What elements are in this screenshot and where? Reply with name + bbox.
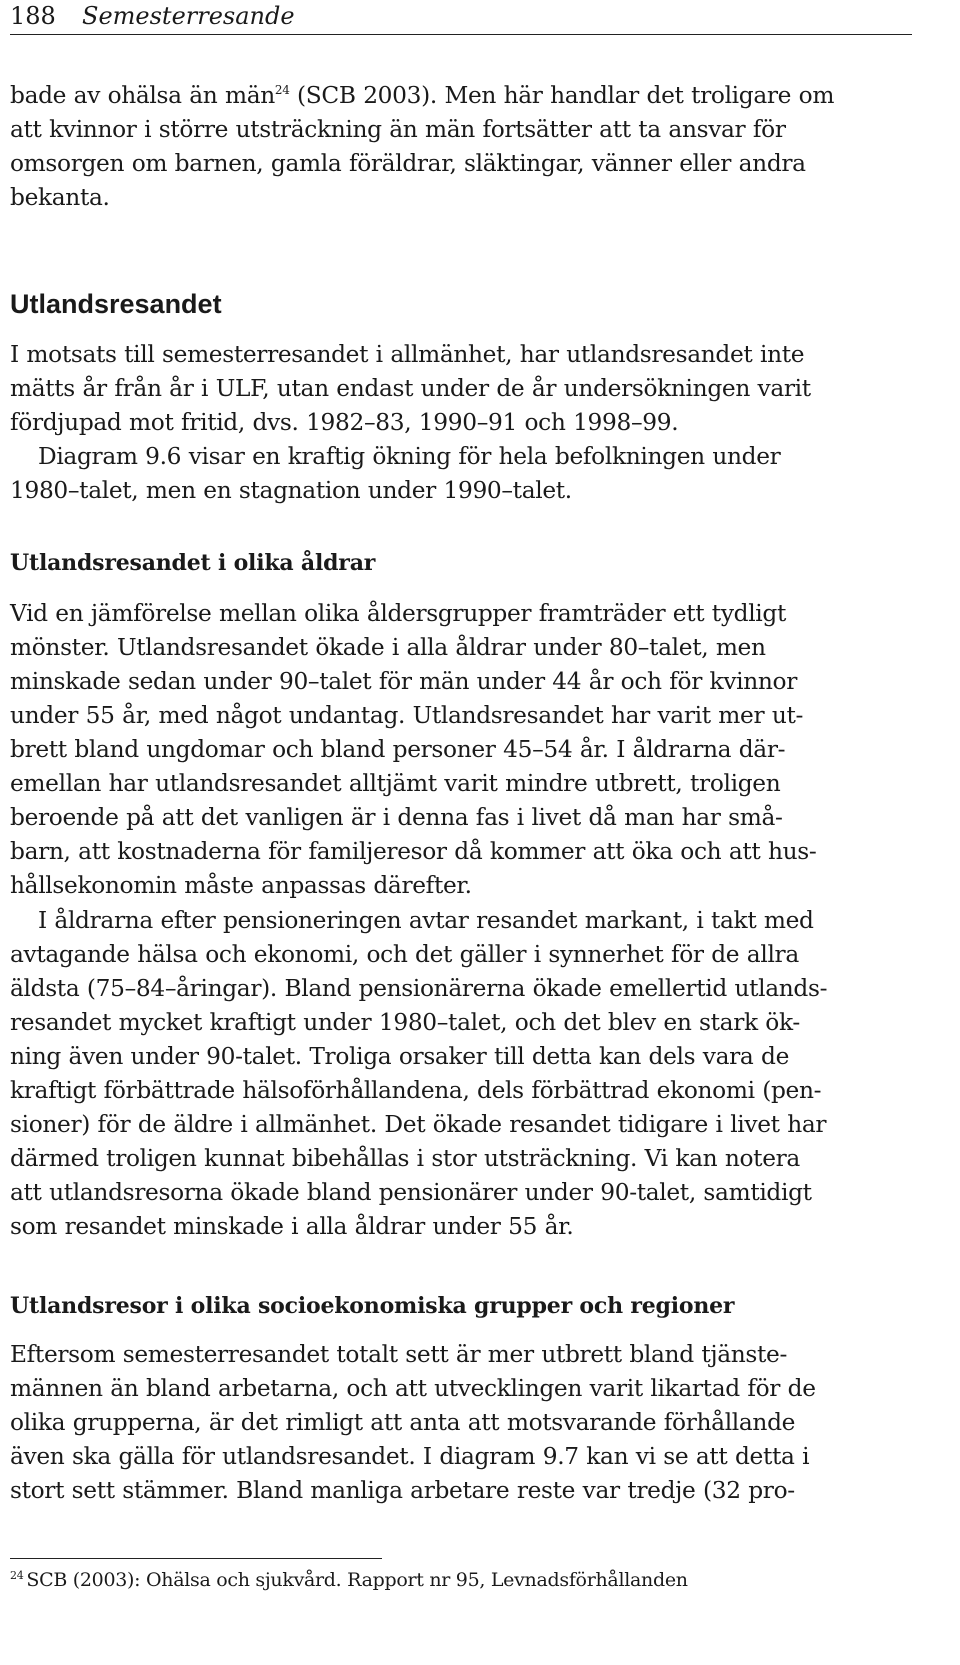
text-line: därmed troligen kunnat bibehållas i stor utsträckning. Vi kan notera <box>10 1145 800 1172</box>
text-line: I åldrarna efter pensioneringen avtar resandet markant, i takt med <box>38 907 814 934</box>
text-line: emellan har utlandsresandet alltjämt varit mindre utbrett, troligen <box>10 770 781 797</box>
text-line: hållsekonomin måste anpassas därefter. <box>10 872 472 899</box>
text-line: resandet mycket kraftigt under 1980–talet, och det blev en stark ök- <box>10 1009 800 1036</box>
subsection-heading: Utlandsresandet i olika åldrar <box>10 550 376 576</box>
text-line: männen än bland arbetarna, och att utvecklingen varit likartad för de <box>10 1375 816 1402</box>
text-line: Vid en jämförelse mellan olika åldersgrupper framträder ett tydligt <box>10 600 786 627</box>
text-line: ning även under 90-talet. Troliga orsaker till detta kan dels vara de <box>10 1043 790 1070</box>
subsection-heading: Utlandsresor i olika socioekonomiska grupper och regioner <box>10 1293 735 1319</box>
text-line: Diagram 9.6 visar en kraftig ökning för hela befolkningen under <box>38 443 781 470</box>
paragraph-intro <box>10 79 890 215</box>
text-line: sioner) för de äldre i allmänhet. Det ökade resandet tidigare i livet har <box>10 1111 827 1138</box>
paragraph-socio <box>10 1338 890 1508</box>
footnote-text: SCB (2003): Ohälsa och sjukvård. Rapport nr 95, Levnadsförhållanden <box>26 1569 688 1591</box>
section-heading: Utlandsresandet <box>10 289 222 319</box>
text-line: fördjupad mot fritid, dvs. 1982–83, 1990–91 och 1998–99. <box>10 409 679 436</box>
paragraph-utlandsresandet <box>10 338 890 508</box>
text-line: under 55 år, med något undantag. Utlandsresandet har varit mer ut- <box>10 702 804 729</box>
page-number: 188 <box>10 2 56 30</box>
text-line: bade av ohälsa än män$^{24}$ (SCB 2003). Men här handlar det troligare om <box>10 82 835 109</box>
footnote-divider <box>10 1558 382 1559</box>
footnote-reference[interactable]: 24 <box>274 83 290 98</box>
text-line: som resandet minskade i alla åldrar under 55 år. <box>10 1213 574 1240</box>
text-line: att utlandsresorna ökade bland pensionärer under 90-talet, samtidigt <box>10 1179 812 1206</box>
text-line: att kvinnor i större utsträckning än män fortsätter att ta ansvar för <box>10 116 786 143</box>
text-line: omsorgen om barnen, gamla föräldrar, släktingar, vänner eller andra <box>10 150 806 177</box>
text-line: brett bland ungdomar och bland personer 45–54 år. I åldrarna där- <box>10 736 786 763</box>
text-line: även ska gälla för utlandsresandet. I diagram 9.7 kan vi se att detta i <box>10 1443 810 1470</box>
footnote <box>10 1568 688 1592</box>
text-line: avtagande hälsa och ekonomi, och det gäller i synnerhet för de allra <box>10 941 799 968</box>
text-line: olika grupperna, är det rimligt att anta att motsvarande förhållande <box>10 1409 796 1436</box>
text-line: mönster. Utlandsresandet ökade i alla åldrar under 80–talet, men <box>10 634 766 661</box>
section-title: Semesterresande <box>82 2 295 30</box>
text-line: Eftersom semesterresandet totalt sett är mer utbrett bland tjänste- <box>10 1341 787 1368</box>
text-line: beroende på att det vanligen är i denna fas i livet då man har små- <box>10 804 783 831</box>
running-header <box>10 0 912 35</box>
text-line: stort sett stämmer. Bland manliga arbetare reste var tredje (32 pro- <box>10 1477 795 1504</box>
text-line: mätts år från år i ULF, utan endast under de år undersökningen varit <box>10 375 811 402</box>
text-line: barn, att kostnaderna för familjeresor då kommer att öka och att hus- <box>10 838 817 865</box>
text-line: minskade sedan under 90–talet för män under 44 år och för kvinnor <box>10 668 798 695</box>
text-line: 1980–talet, men en stagnation under 1990–talet. <box>10 477 572 504</box>
text-line: bekanta. <box>10 184 110 211</box>
paragraph-aldrar <box>10 597 890 903</box>
text-line: äldsta (75–84–åringar). Bland pensionärerna ökade emellertid utlands- <box>10 975 828 1002</box>
footnote-mark: 24 <box>10 1568 24 1582</box>
text-line: I motsats till semesterresandet i allmänhet, har utlandsresandet inte <box>10 341 805 368</box>
text-line: kraftigt förbättrade hälsoförhållandena, dels förbättrad ekonomi (pen- <box>10 1077 822 1104</box>
paragraph-pension <box>10 904 890 1244</box>
